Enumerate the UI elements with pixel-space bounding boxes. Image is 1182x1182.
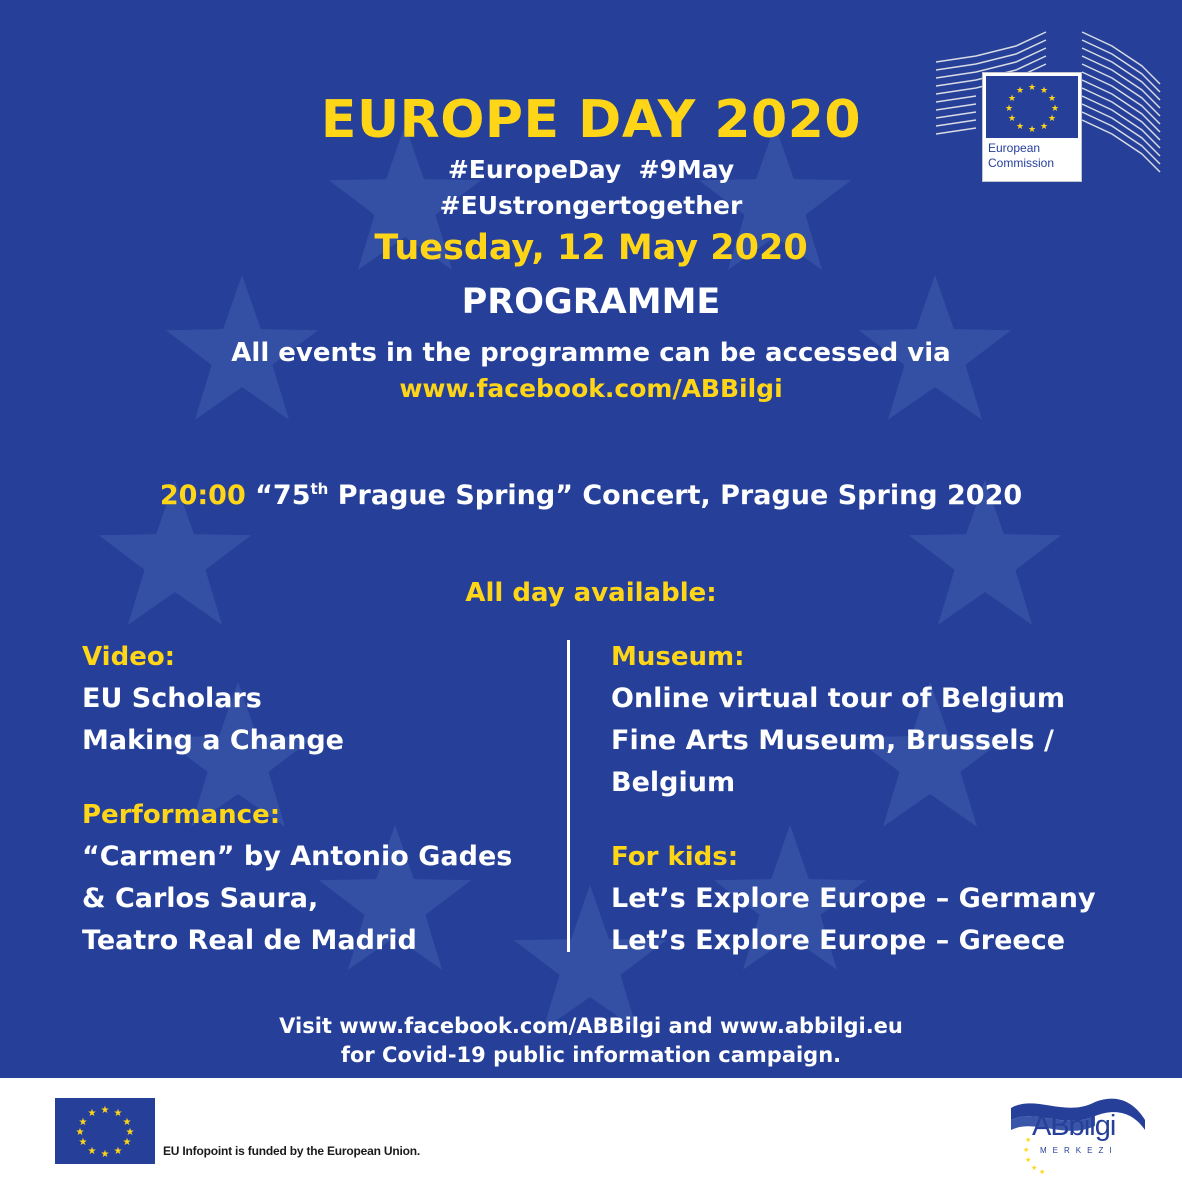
svg-text:★: ★ bbox=[1039, 1168, 1046, 1176]
european-commission-logo bbox=[982, 72, 1082, 182]
museum-line: Fine Arts Museum, Brussels / bbox=[611, 725, 1054, 756]
svg-text:★: ★ bbox=[1023, 1146, 1030, 1154]
event-date: Tuesday, 12 May 2020 bbox=[374, 228, 808, 268]
page-title: EUROPE DAY 2020 bbox=[320, 90, 862, 150]
footer bbox=[0, 1078, 1182, 1182]
performance-heading: Performance: bbox=[82, 800, 281, 830]
right-column bbox=[611, 636, 1131, 962]
visit-line-2: for Covid-19 public information campaign. bbox=[340, 1043, 842, 1067]
column-divider bbox=[567, 640, 570, 952]
performance-line: & Carlos Saura, bbox=[82, 883, 319, 914]
museum-line: Belgium bbox=[611, 767, 736, 798]
museum-line: Online virtual tour of Belgium bbox=[611, 683, 1065, 714]
performance-line: “Carmen” by Antonio Gades bbox=[82, 841, 513, 872]
video-heading: Video: bbox=[82, 642, 176, 672]
svg-text:★: ★ bbox=[125, 1127, 135, 1138]
eu-flag-icon bbox=[55, 1098, 155, 1164]
abbilgi-logo-subtitle: MERKEZI bbox=[1040, 1146, 1118, 1155]
concert-title-sup: th bbox=[310, 480, 329, 498]
concert-title-post: Prague Spring” Concert, Prague Spring 2020 bbox=[328, 480, 1023, 511]
kids-heading: For kids: bbox=[611, 842, 739, 872]
performance-line: Teatro Real de Madrid bbox=[82, 925, 417, 956]
abbilgi-logo-text: ABbilgi bbox=[1032, 1110, 1116, 1142]
concert-title-pre: “75 bbox=[245, 480, 311, 511]
svg-text:★: ★ bbox=[78, 1137, 88, 1148]
svg-text:★: ★ bbox=[122, 1117, 132, 1128]
svg-text:★: ★ bbox=[1007, 94, 1017, 104]
svg-text:★: ★ bbox=[1047, 94, 1057, 104]
european-commission-label: European Commission bbox=[988, 141, 1055, 170]
svg-text:★: ★ bbox=[1015, 86, 1025, 96]
left-column bbox=[82, 636, 542, 962]
svg-text:★: ★ bbox=[87, 1108, 97, 1119]
svg-text:★: ★ bbox=[122, 1137, 132, 1148]
svg-text:★: ★ bbox=[1007, 114, 1017, 124]
svg-text:★: ★ bbox=[113, 1146, 123, 1157]
svg-text:★: ★ bbox=[87, 1146, 97, 1157]
svg-text:★: ★ bbox=[1025, 1136, 1032, 1144]
all-day-heading: All day available: bbox=[465, 578, 717, 608]
visit-line-1: Visit www.facebook.com/ABBilgi and www.abbilgi.eu bbox=[279, 1014, 903, 1038]
video-line: EU Scholars bbox=[82, 683, 262, 714]
programme-heading: PROGRAMME bbox=[461, 282, 721, 322]
svg-text:★: ★ bbox=[1050, 104, 1060, 114]
access-text: All events in the programme can be accessed via bbox=[231, 338, 951, 368]
svg-text:★: ★ bbox=[1047, 114, 1057, 124]
svg-text:★: ★ bbox=[1025, 1156, 1032, 1164]
svg-text:★: ★ bbox=[113, 1108, 123, 1119]
eu-flag-icon bbox=[986, 76, 1078, 138]
svg-text:★: ★ bbox=[1039, 122, 1049, 132]
video-line: Making a Change bbox=[82, 725, 344, 756]
museum-heading: Museum: bbox=[611, 642, 745, 672]
svg-text:★: ★ bbox=[1027, 125, 1037, 135]
funded-by-eu-text: EU Infopoint is funded by the European Union. bbox=[163, 1144, 420, 1158]
svg-text:★: ★ bbox=[1004, 104, 1014, 114]
svg-text:★: ★ bbox=[78, 1117, 88, 1128]
svg-text:★: ★ bbox=[1015, 122, 1025, 132]
concert-time: 20:00 bbox=[159, 480, 246, 511]
svg-text:★: ★ bbox=[1027, 83, 1037, 93]
hashtags-line-1: #EuropeDay #9May bbox=[447, 155, 735, 184]
svg-text:★: ★ bbox=[1031, 1164, 1038, 1172]
svg-text:★: ★ bbox=[1039, 86, 1049, 96]
concert-line bbox=[0, 480, 1182, 511]
kids-line: Let’s Explore Europe – Germany bbox=[611, 883, 1096, 914]
facebook-link[interactable]: www.facebook.com/ABBilgi bbox=[399, 374, 783, 403]
svg-text:★: ★ bbox=[75, 1127, 85, 1138]
hashtags-line-2: #EUstrongertogether bbox=[439, 191, 743, 220]
svg-text:★: ★ bbox=[100, 1149, 110, 1160]
svg-text:★: ★ bbox=[100, 1105, 110, 1116]
visit-text bbox=[0, 1012, 1182, 1070]
kids-line: Let’s Explore Europe – Greece bbox=[611, 925, 1066, 956]
